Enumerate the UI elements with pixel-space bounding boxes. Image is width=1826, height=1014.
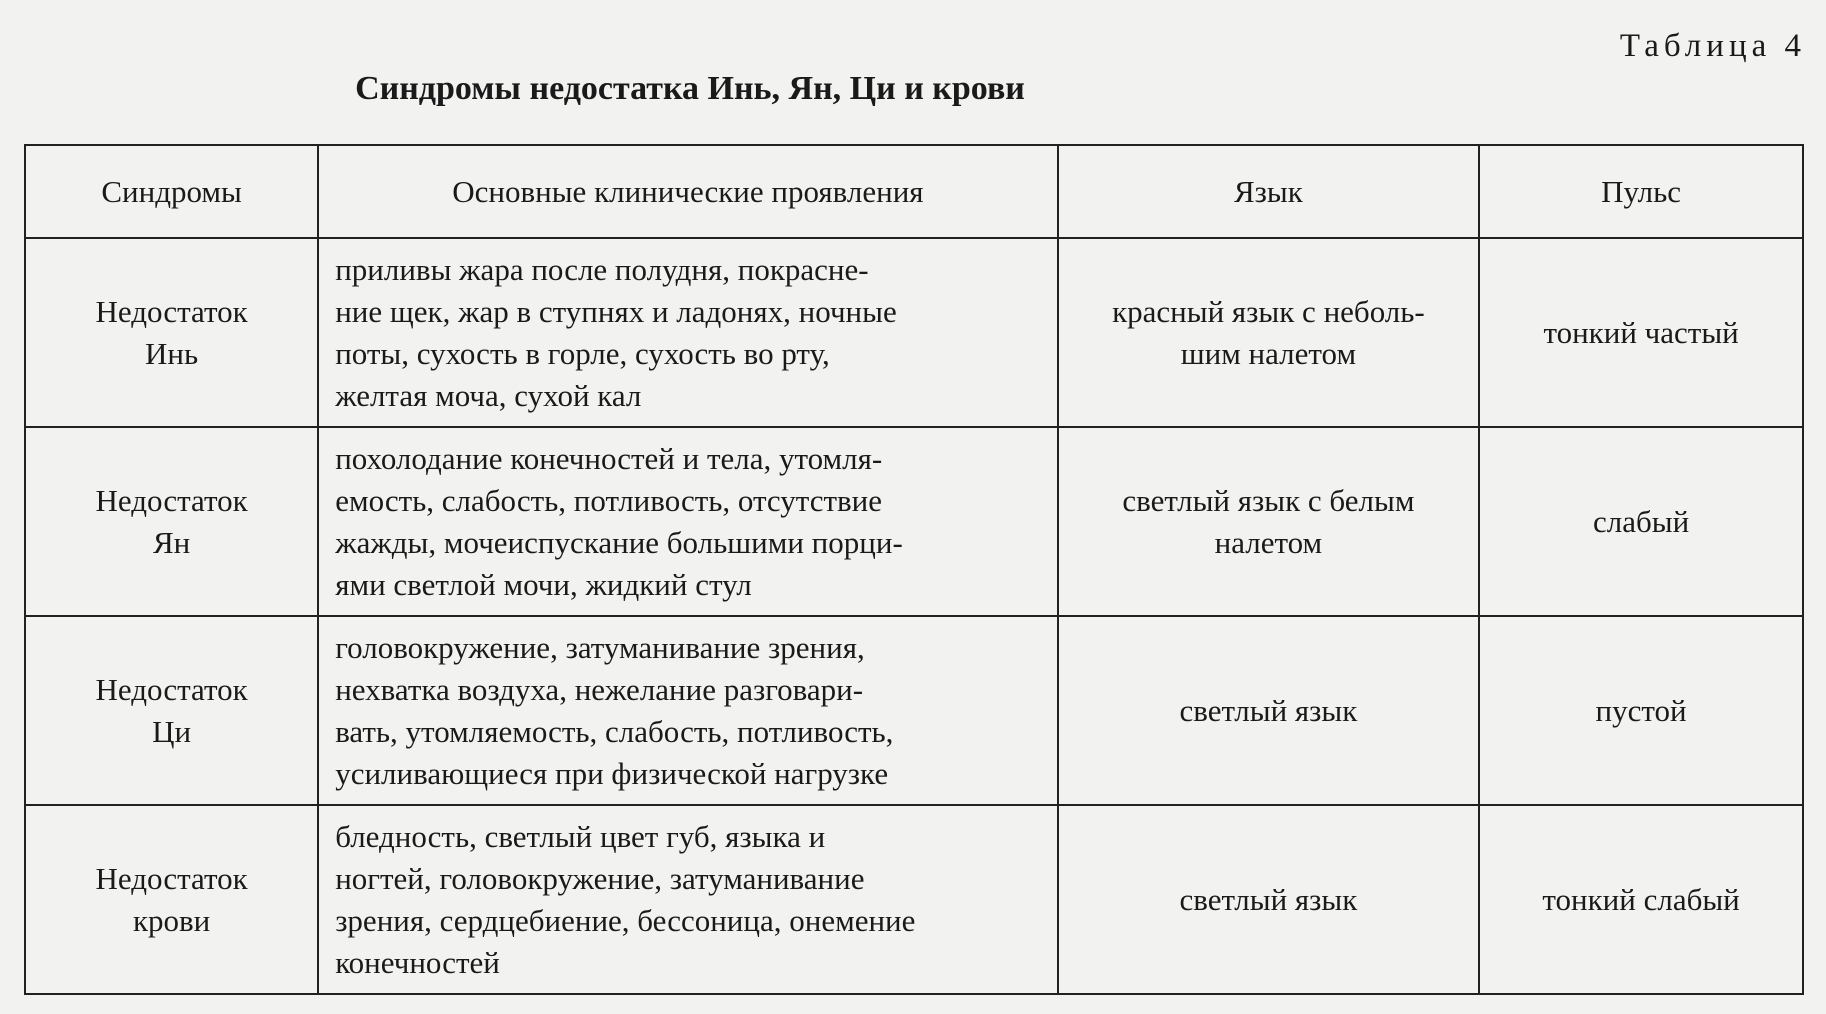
tongue-line: светлый язык xyxy=(1179,692,1358,728)
manifestation-line: усиливающиеся при физической нагрузке xyxy=(335,755,889,791)
tongue-cell xyxy=(1058,238,1480,427)
manifestation-line: головокружение, затуманивание зрения, xyxy=(335,629,865,665)
manifestation-line: желтая моча, сухой кал xyxy=(335,377,642,413)
syndrome-line: Инь xyxy=(145,335,199,371)
manifestation-line: бледность, светлый цвет губ, языка и xyxy=(335,818,826,854)
manifestation-line: вать, утомляемость, слабость, потливость, xyxy=(335,713,894,749)
table-title: Синдромы недостатка Инь, Ян, Ци и крови xyxy=(355,70,1025,107)
syndrome-line: Ци xyxy=(152,713,192,749)
table-row xyxy=(25,805,1803,994)
table-row xyxy=(25,238,1803,427)
syndrome-line: Недостаток xyxy=(95,860,248,896)
tongue-line: шим налетом xyxy=(1180,335,1357,371)
header-row xyxy=(25,145,1803,238)
syndrome-line: Недостаток xyxy=(95,482,248,518)
manifestation-line: конечностей xyxy=(335,944,500,980)
manifestations-cell xyxy=(318,238,1057,427)
syndromes-table xyxy=(24,144,1804,995)
manifestation-line: ями светлой мочи, жидкий стул xyxy=(335,566,752,602)
table-number: Таблица 4 xyxy=(1619,28,1806,64)
syndrome-line: Недостаток xyxy=(95,293,248,329)
header-manifestations: Основные клинические проявления xyxy=(318,145,1057,238)
manifestation-line: жажды, мочеиспускание большими порци- xyxy=(335,524,903,560)
manifestations-cell xyxy=(318,427,1057,616)
manifestations-cell xyxy=(318,805,1057,994)
table-row xyxy=(25,427,1803,616)
syndrome-cell xyxy=(25,805,318,994)
manifestation-line: емость, слабость, потливость, отсутствие xyxy=(335,482,883,518)
tongue-cell xyxy=(1058,805,1480,994)
manifestation-line: нехватка воздуха, нежелание разговари- xyxy=(335,671,864,707)
table-row xyxy=(25,616,1803,805)
syndrome-line: Ян xyxy=(152,524,191,560)
header-pulse: Пульс xyxy=(1479,145,1803,238)
header-syndromes: Синдромы xyxy=(25,145,318,238)
pulse-cell: пустой xyxy=(1479,616,1803,805)
syndrome-cell xyxy=(25,616,318,805)
pulse-cell: тонкий частый xyxy=(1479,238,1803,427)
manifestation-line: ногтей, головокружение, затуманивание xyxy=(335,860,865,896)
tongue-line: светлый язык xyxy=(1179,881,1358,917)
manifestation-line: ние щек, жар в ступнях и ладонях, ночные xyxy=(335,293,897,329)
pulse-cell: тонкий слабый xyxy=(1479,805,1803,994)
manifestation-line: приливы жара после полудня, покрасне- xyxy=(335,251,869,287)
tongue-line: налетом xyxy=(1214,524,1323,560)
pulse-cell: слабый xyxy=(1479,427,1803,616)
tongue-line: светлый язык с белым xyxy=(1122,482,1415,518)
header-tongue: Язык xyxy=(1058,145,1480,238)
syndrome-cell xyxy=(25,427,318,616)
tongue-line: красный язык с неболь- xyxy=(1112,293,1425,329)
manifestation-line: поты, сухость в горле, сухость во рту, xyxy=(335,335,830,371)
manifestations-cell xyxy=(318,616,1057,805)
syndrome-line: Недостаток xyxy=(95,671,248,707)
syndrome-cell xyxy=(25,238,318,427)
tongue-cell xyxy=(1058,427,1480,616)
tongue-cell xyxy=(1058,616,1480,805)
manifestation-line: зрения, сердцебиение, бессоница, онемение xyxy=(335,902,916,938)
manifestation-line: похолодание конечностей и тела, утомля- xyxy=(335,440,883,476)
syndrome-line: крови xyxy=(132,902,211,938)
